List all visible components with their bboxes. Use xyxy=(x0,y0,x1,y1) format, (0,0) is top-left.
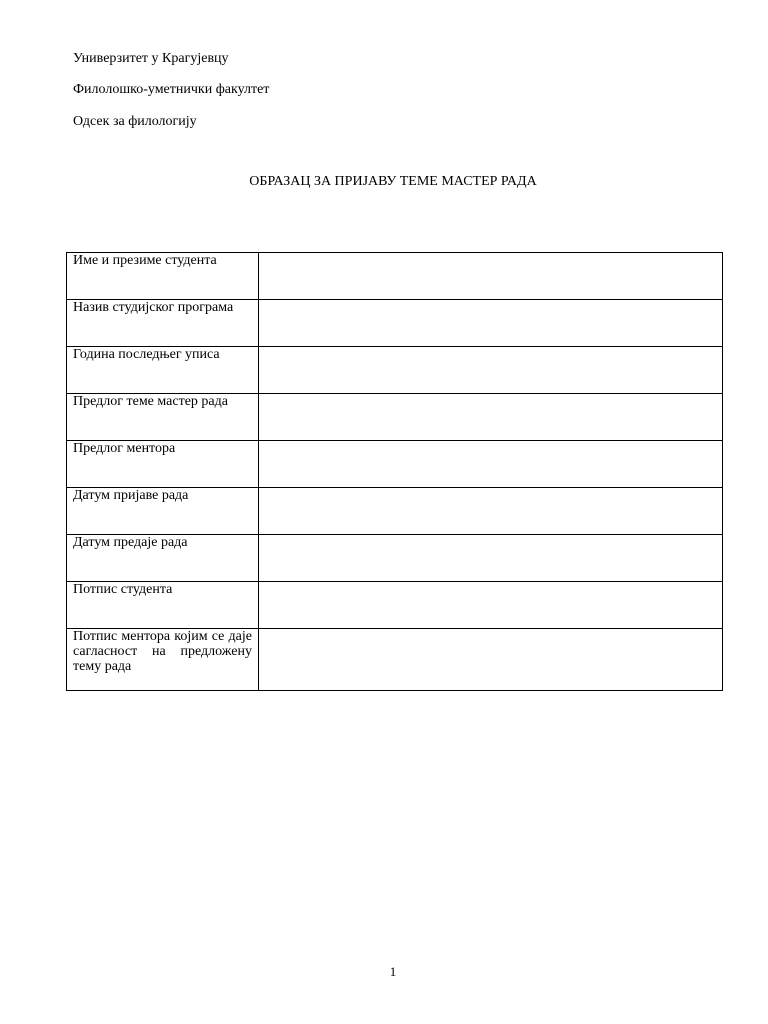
student-signature-field[interactable] xyxy=(259,582,723,629)
table-row xyxy=(67,441,723,488)
submission-date-field[interactable] xyxy=(259,535,723,582)
row-label: Назив студијског програма xyxy=(67,300,259,347)
row-label-cell xyxy=(67,629,259,691)
table-row xyxy=(67,535,723,582)
table-row xyxy=(67,300,723,347)
faculty-name: Филолошко-уметнички факултет xyxy=(73,82,270,97)
row-label: Датум предаје рада xyxy=(67,535,259,582)
table-row xyxy=(67,488,723,535)
thesis-topic-field[interactable] xyxy=(259,394,723,441)
university-name: Универзитет у Крагујевцу xyxy=(73,51,229,66)
department-name: Одсек за филологију xyxy=(73,114,197,129)
table-row xyxy=(67,253,723,300)
page-number: 1 xyxy=(389,964,397,979)
form-title: ОБРАЗАЦ ЗА ПРИЈАВУ ТЕМЕ МАСТЕР РАДА xyxy=(249,174,537,189)
table-row xyxy=(67,629,723,691)
row-label: Датум пријаве рада xyxy=(67,488,259,535)
table-row xyxy=(67,394,723,441)
mentor-proposal-field[interactable] xyxy=(259,441,723,488)
mentor-signature-field[interactable] xyxy=(259,629,723,691)
row-label: Предлог ментора xyxy=(67,441,259,488)
row-label: Име и презиме студента xyxy=(67,253,259,300)
row-label: Предлог теме мастер рада xyxy=(67,394,259,441)
application-form-table xyxy=(66,252,723,691)
student-name-field[interactable] xyxy=(259,253,723,300)
table-row xyxy=(67,582,723,629)
application-date-field[interactable] xyxy=(259,488,723,535)
last-enrollment-year-field[interactable] xyxy=(259,347,723,394)
row-label: Година последњег уписа xyxy=(67,347,259,394)
row-label: Потпис студента xyxy=(67,582,259,629)
study-program-field[interactable] xyxy=(259,300,723,347)
table-row xyxy=(67,347,723,394)
row-label: Потпис ментора којим се даје сагласност на предложену тему рада xyxy=(73,629,252,674)
